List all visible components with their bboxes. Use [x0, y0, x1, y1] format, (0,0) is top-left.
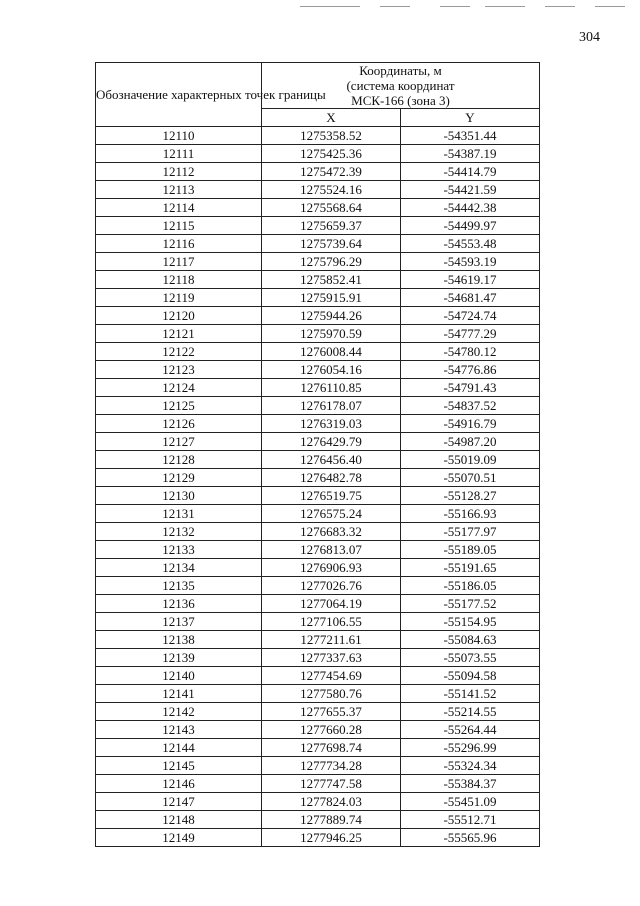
table-row — [96, 451, 540, 469]
header-coordinates-line: МСК-166 (зона 3) — [351, 93, 450, 108]
cell-x: 1275472.39 — [262, 163, 401, 181]
table-row — [96, 811, 540, 829]
cell-y: -55073.55 — [401, 649, 540, 667]
cell-point: 12120 — [96, 307, 262, 325]
table-row — [96, 127, 540, 145]
cell-y: -54499.97 — [401, 217, 540, 235]
cell-y: -55451.09 — [401, 793, 540, 811]
table-row — [96, 397, 540, 415]
cell-x: 1277026.76 — [262, 577, 401, 595]
cell-x: 1275970.59 — [262, 325, 401, 343]
cell-y: -54421.59 — [401, 181, 540, 199]
cell-x: 1275524.16 — [262, 181, 401, 199]
cell-x: 1275659.37 — [262, 217, 401, 235]
cell-y: -54987.20 — [401, 433, 540, 451]
cell-x: 1276906.93 — [262, 559, 401, 577]
cell-x: 1277337.63 — [262, 649, 401, 667]
cell-x: 1277734.28 — [262, 757, 401, 775]
cell-x: 1277660.28 — [262, 721, 401, 739]
header-points: Обозначение характерных точек границы — [96, 63, 262, 127]
cell-x: 1275358.52 — [262, 127, 401, 145]
cell-y: -55296.99 — [401, 739, 540, 757]
cell-y: -55384.37 — [401, 775, 540, 793]
table-row — [96, 775, 540, 793]
cell-x: 1276178.07 — [262, 397, 401, 415]
cell-y: -55186.05 — [401, 577, 540, 595]
cell-x: 1277211.61 — [262, 631, 401, 649]
table-row — [96, 415, 540, 433]
table-row — [96, 271, 540, 289]
table-row — [96, 793, 540, 811]
cell-x: 1275796.29 — [262, 253, 401, 271]
cell-point: 12146 — [96, 775, 262, 793]
header-coordinates-line: Координаты, м — [359, 63, 442, 78]
cell-y: -55191.65 — [401, 559, 540, 577]
table-row — [96, 577, 540, 595]
table-row — [96, 739, 540, 757]
cell-x: 1276429.79 — [262, 433, 401, 451]
cell-point: 12149 — [96, 829, 262, 847]
cell-x: 1275568.64 — [262, 199, 401, 217]
cell-point: 12142 — [96, 703, 262, 721]
table-row — [96, 505, 540, 523]
cell-point: 12139 — [96, 649, 262, 667]
cell-point: 12138 — [96, 631, 262, 649]
cell-x: 1276456.40 — [262, 451, 401, 469]
cell-point: 12145 — [96, 757, 262, 775]
page-number: 304 — [579, 30, 600, 45]
cell-y: -54777.29 — [401, 325, 540, 343]
cell-x: 1275425.36 — [262, 145, 401, 163]
cell-point: 12122 — [96, 343, 262, 361]
table-row — [96, 361, 540, 379]
cell-x: 1277747.58 — [262, 775, 401, 793]
table-row — [96, 253, 540, 271]
table-row — [96, 289, 540, 307]
cell-point: 12140 — [96, 667, 262, 685]
table-row — [96, 307, 540, 325]
scan-edge-line — [440, 6, 470, 7]
table-row — [96, 721, 540, 739]
cell-x: 1276319.03 — [262, 415, 401, 433]
cell-y: -55166.93 — [401, 505, 540, 523]
table-row — [96, 595, 540, 613]
table-row — [96, 703, 540, 721]
header-y: Y — [401, 109, 540, 127]
cell-x: 1276482.78 — [262, 469, 401, 487]
table-row — [96, 325, 540, 343]
cell-x: 1275852.41 — [262, 271, 401, 289]
header-coordinates-line: (система координат — [346, 78, 455, 93]
table-row — [96, 541, 540, 559]
table-row — [96, 685, 540, 703]
table-row — [96, 235, 540, 253]
cell-point: 12148 — [96, 811, 262, 829]
cell-point: 12110 — [96, 127, 262, 145]
cell-y: -55214.55 — [401, 703, 540, 721]
cell-y: -54619.17 — [401, 271, 540, 289]
cell-x: 1275944.26 — [262, 307, 401, 325]
cell-x: 1277698.74 — [262, 739, 401, 757]
cell-y: -54916.79 — [401, 415, 540, 433]
cell-y: -55177.97 — [401, 523, 540, 541]
cell-y: -54387.19 — [401, 145, 540, 163]
cell-x: 1276519.75 — [262, 487, 401, 505]
cell-point: 12144 — [96, 739, 262, 757]
cell-y: -55189.05 — [401, 541, 540, 559]
scan-edge-line — [545, 6, 575, 7]
table-row — [96, 145, 540, 163]
table-row — [96, 433, 540, 451]
cell-y: -54414.79 — [401, 163, 540, 181]
cell-point: 12130 — [96, 487, 262, 505]
cell-y: -55019.09 — [401, 451, 540, 469]
cell-point: 12127 — [96, 433, 262, 451]
table-row — [96, 559, 540, 577]
cell-y: -54553.48 — [401, 235, 540, 253]
table-row — [96, 649, 540, 667]
cell-point: 12125 — [96, 397, 262, 415]
cell-point: 12132 — [96, 523, 262, 541]
cell-y: -55094.58 — [401, 667, 540, 685]
cell-point: 12131 — [96, 505, 262, 523]
cell-x: 1277064.19 — [262, 595, 401, 613]
table-row — [96, 163, 540, 181]
table-row — [96, 613, 540, 631]
cell-point: 12147 — [96, 793, 262, 811]
cell-point: 12117 — [96, 253, 262, 271]
cell-y: -54442.38 — [401, 199, 540, 217]
cell-y: -54681.47 — [401, 289, 540, 307]
scan-edge-line — [300, 6, 360, 7]
cell-y: -55512.71 — [401, 811, 540, 829]
cell-point: 12112 — [96, 163, 262, 181]
cell-point: 12116 — [96, 235, 262, 253]
cell-x: 1277824.03 — [262, 793, 401, 811]
cell-y: -54780.12 — [401, 343, 540, 361]
cell-y: -55154.95 — [401, 613, 540, 631]
cell-point: 12121 — [96, 325, 262, 343]
cell-point: 12114 — [96, 199, 262, 217]
cell-y: -55070.51 — [401, 469, 540, 487]
table-row — [96, 199, 540, 217]
cell-point: 12118 — [96, 271, 262, 289]
cell-x: 1277580.76 — [262, 685, 401, 703]
cell-y: -54837.52 — [401, 397, 540, 415]
cell-point: 12124 — [96, 379, 262, 397]
cell-y: -55177.52 — [401, 595, 540, 613]
cell-point: 12111 — [96, 145, 262, 163]
table-header — [96, 63, 540, 127]
cell-x: 1276008.44 — [262, 343, 401, 361]
cell-point: 12134 — [96, 559, 262, 577]
cell-x: 1277655.37 — [262, 703, 401, 721]
table-row — [96, 217, 540, 235]
cell-y: -55324.34 — [401, 757, 540, 775]
table-row — [96, 487, 540, 505]
cell-point: 12143 — [96, 721, 262, 739]
table-body — [96, 127, 540, 847]
cell-y: -55128.27 — [401, 487, 540, 505]
scan-edge-line — [595, 6, 625, 7]
table-row — [96, 631, 540, 649]
cell-x: 1276054.16 — [262, 361, 401, 379]
scan-edge-line — [485, 6, 525, 7]
cell-point: 12126 — [96, 415, 262, 433]
cell-point: 12119 — [96, 289, 262, 307]
cell-x: 1276683.32 — [262, 523, 401, 541]
cell-point: 12141 — [96, 685, 262, 703]
cell-point: 12137 — [96, 613, 262, 631]
cell-y: -54593.19 — [401, 253, 540, 271]
cell-point: 12135 — [96, 577, 262, 595]
cell-y: -54776.86 — [401, 361, 540, 379]
cell-point: 12129 — [96, 469, 262, 487]
table-row — [96, 829, 540, 847]
table-row — [96, 757, 540, 775]
cell-y: -54351.44 — [401, 127, 540, 145]
cell-x: 1277946.25 — [262, 829, 401, 847]
cell-y: -55264.44 — [401, 721, 540, 739]
table-row — [96, 523, 540, 541]
cell-point: 12115 — [96, 217, 262, 235]
cell-x: 1276813.07 — [262, 541, 401, 559]
cell-point: 12113 — [96, 181, 262, 199]
scan-edge-line — [380, 6, 410, 7]
table-row — [96, 343, 540, 361]
cell-y: -55141.52 — [401, 685, 540, 703]
cell-y: -55084.63 — [401, 631, 540, 649]
coordinates-table — [95, 62, 540, 847]
table-row — [96, 181, 540, 199]
cell-point: 12136 — [96, 595, 262, 613]
cell-x: 1275739.64 — [262, 235, 401, 253]
cell-point: 12133 — [96, 541, 262, 559]
cell-x: 1277889.74 — [262, 811, 401, 829]
cell-y: -54724.74 — [401, 307, 540, 325]
cell-x: 1275915.91 — [262, 289, 401, 307]
table-row — [96, 469, 540, 487]
header-x: X — [262, 109, 401, 127]
cell-point: 12123 — [96, 361, 262, 379]
cell-x: 1276110.85 — [262, 379, 401, 397]
table-row — [96, 667, 540, 685]
cell-y: -54791.43 — [401, 379, 540, 397]
cell-x: 1277106.55 — [262, 613, 401, 631]
cell-x: 1277454.69 — [262, 667, 401, 685]
table-row — [96, 379, 540, 397]
cell-y: -55565.96 — [401, 829, 540, 847]
cell-x: 1276575.24 — [262, 505, 401, 523]
cell-point: 12128 — [96, 451, 262, 469]
